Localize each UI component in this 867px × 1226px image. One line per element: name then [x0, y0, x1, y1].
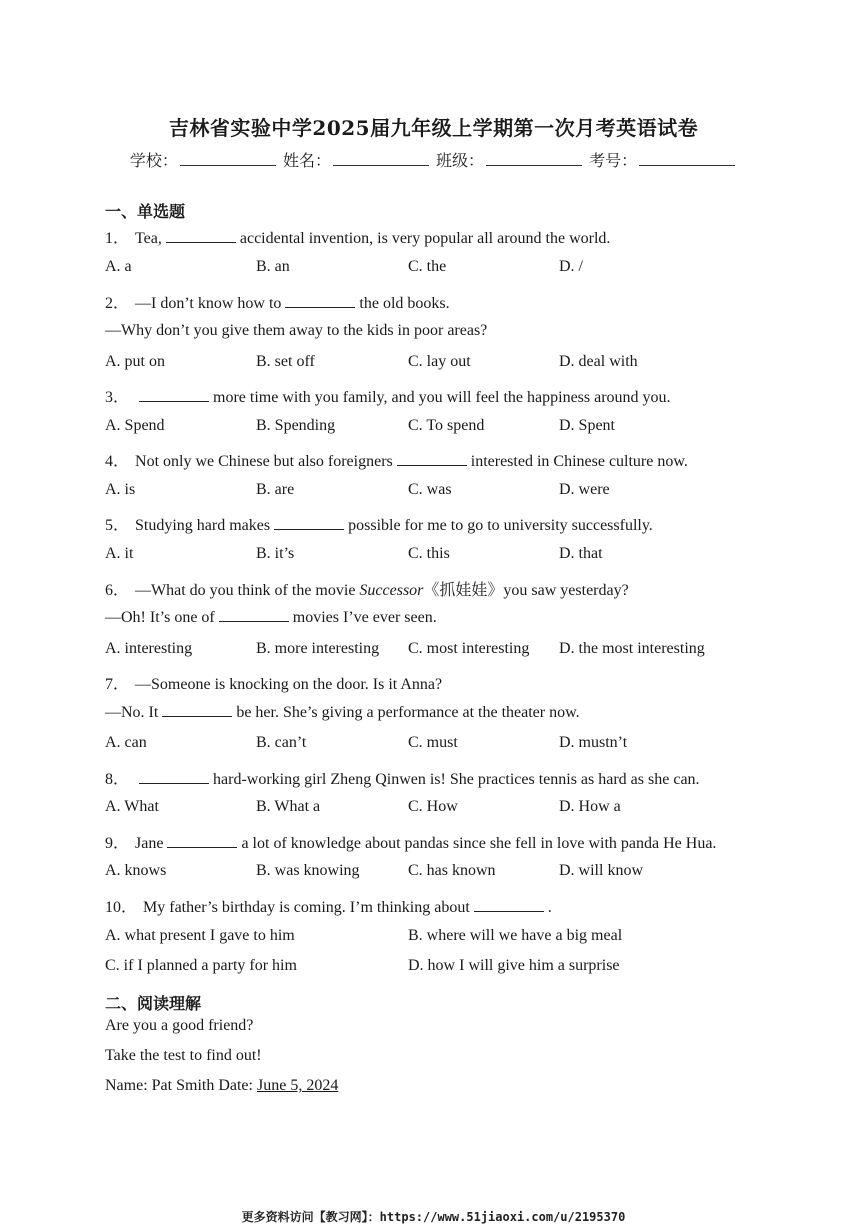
option-d[interactable]: D. will know	[559, 862, 643, 879]
class-label: 班级：	[436, 151, 485, 170]
school-blank[interactable]	[180, 151, 276, 166]
option-a[interactable]: A. knows	[105, 862, 167, 879]
option-c[interactable]: C. has known	[408, 862, 496, 879]
option-b[interactable]: B. an	[256, 258, 290, 275]
question-text: Not only we Chinese but also foreigners	[135, 453, 393, 470]
option-a[interactable]: A. a	[105, 258, 132, 275]
question-text: accidental invention, is very popular all around the world.	[239, 230, 611, 247]
question-text: .	[547, 899, 552, 916]
question-text: be her. She’s giving a performance at the theater now.	[236, 704, 580, 721]
question-number: 7．	[105, 676, 130, 693]
option-c[interactable]: C. To spend	[408, 417, 485, 434]
option-b[interactable]: B. can’t	[256, 734, 307, 751]
footer-link[interactable]: 更多资料访问【教习网】：https://www.51jiaoxi.com/u/2195370	[241, 1210, 626, 1224]
question-number: 10．	[105, 899, 138, 916]
school-label: 学校：	[129, 151, 178, 170]
option-d[interactable]: D. Spent	[559, 417, 615, 434]
option-b[interactable]: B. set off	[256, 353, 315, 370]
question-6	[105, 577, 629, 600]
number-label: 考号：	[589, 151, 638, 170]
question-4	[105, 448, 688, 471]
option-d[interactable]: D. /	[559, 258, 583, 275]
option-c[interactable]: C. How	[408, 798, 458, 815]
question-number: 2．	[105, 295, 130, 312]
exam-title: 吉林省实验中学2025届九年级上学期第一次月考英语试卷	[168, 116, 699, 140]
option-a[interactable]: A. interesting	[105, 640, 193, 657]
question-number: 3．	[105, 389, 130, 406]
option-c[interactable]: C. this	[408, 545, 450, 562]
question-number: 1．	[105, 230, 130, 247]
option-c[interactable]: C. most interesting	[408, 640, 530, 657]
option-c[interactable]: C. lay out	[408, 353, 471, 370]
option-a[interactable]: A. can	[105, 734, 147, 751]
option-a[interactable]: A. Spend	[105, 417, 165, 434]
question-7-line-2	[105, 704, 580, 722]
answer-blank	[285, 295, 355, 308]
option-d[interactable]: D. how I will give him a surprise	[408, 957, 620, 974]
option-d[interactable]: D. were	[559, 481, 610, 498]
question-text: —I don’t know how to	[135, 295, 282, 312]
answer-blank	[397, 453, 467, 466]
question-text: My father’s birthday is coming. I’m thinking about	[143, 899, 470, 916]
name-blank[interactable]	[333, 151, 429, 166]
class-blank[interactable]	[486, 151, 582, 166]
question-5	[105, 512, 653, 535]
question-text: interested in Chinese culture now.	[470, 453, 688, 470]
question-text: possible for me to go to university successfully.	[348, 517, 653, 534]
option-a[interactable]: A. is	[105, 481, 136, 498]
question-3	[105, 384, 671, 407]
reading-date: June 5, 2024	[256, 1077, 339, 1094]
question-text: —Someone is knocking on the door. Is it Anna?	[135, 676, 443, 693]
question-number: 4．	[105, 453, 130, 470]
answer-blank	[274, 517, 344, 530]
student-info-row	[0, 148, 867, 171]
option-b[interactable]: B. was knowing	[256, 862, 360, 879]
question-text: —Oh! It’s one of	[105, 609, 215, 626]
question-text: a lot of knowledge about pandas since she fell in love with panda He Hua.	[241, 835, 717, 852]
answer-blank	[166, 230, 236, 243]
question-8	[105, 766, 700, 789]
question-text: 《抓娃娃》you saw yesterday?	[423, 582, 629, 599]
question-text: —What do you think of the movie	[135, 582, 356, 599]
question-6-line-2	[105, 609, 437, 627]
option-b[interactable]: B. it’s	[256, 545, 295, 562]
question-number: 5．	[105, 517, 130, 534]
question-text: Jane	[135, 835, 164, 852]
question-number: 8．	[105, 771, 130, 788]
question-number: 9．	[105, 835, 130, 852]
option-a[interactable]: A. what present I gave to him	[105, 927, 295, 944]
option-b[interactable]: B. What a	[256, 798, 321, 815]
reading-line-2: Take the test to find out!	[105, 1047, 262, 1064]
question-2	[105, 290, 450, 313]
option-d[interactable]: D. that	[559, 545, 603, 562]
section-heading-reading: 二、阅读理解	[105, 994, 202, 1013]
reading-line-1: Are you a good friend?	[105, 1017, 254, 1034]
movie-title: Successor	[359, 582, 424, 599]
question-text: movies I’ve ever seen.	[292, 609, 437, 626]
answer-blank	[474, 899, 544, 912]
option-c[interactable]: C. was	[408, 481, 452, 498]
question-1	[105, 225, 610, 248]
option-d[interactable]: D. mustn’t	[559, 734, 628, 751]
question-7	[105, 671, 442, 694]
option-a[interactable]: A. What	[105, 798, 159, 815]
section-heading-single-choice: 一、单选题	[105, 202, 186, 221]
option-b[interactable]: B. more interesting	[256, 640, 380, 657]
reading-line-3	[105, 1077, 338, 1095]
question-text: Tea,	[135, 230, 162, 247]
name-date-text: Name: Pat Smith Date:	[105, 1077, 253, 1094]
option-a[interactable]: A. it	[105, 545, 134, 562]
option-b[interactable]: B. where will we have a big meal	[408, 927, 623, 944]
option-d[interactable]: D. deal with	[559, 353, 638, 370]
answer-blank	[167, 835, 237, 848]
answer-blank	[139, 771, 209, 784]
question-number: 6．	[105, 582, 130, 599]
question-text: Studying hard makes	[135, 517, 271, 534]
question-text: —No. It	[105, 704, 159, 721]
question-text: more time with you family, and you will feel the happiness around you.	[213, 389, 671, 406]
name-label: 姓名：	[282, 151, 331, 170]
question-text: the old books.	[359, 295, 450, 312]
option-c[interactable]: C. must	[408, 734, 458, 751]
question-text: hard-working girl Zheng Qinwen is! She practices tennis as hard as she can.	[213, 771, 700, 788]
answer-blank	[139, 389, 209, 402]
option-a[interactable]: A. put on	[105, 353, 165, 370]
answer-blank	[162, 704, 232, 717]
answer-blank	[219, 609, 289, 622]
option-d[interactable]: D. How a	[559, 798, 621, 815]
option-b[interactable]: B. are	[256, 481, 295, 498]
option-c[interactable]: C. the	[408, 258, 447, 275]
option-b[interactable]: B. Spending	[256, 417, 336, 434]
question-9	[105, 830, 716, 853]
number-blank[interactable]	[639, 151, 735, 166]
question-2-line-2: —Why don’t you give them away to the kids in poor areas?	[105, 322, 488, 339]
option-c[interactable]: C. if I planned a party for him	[105, 957, 297, 974]
question-10	[105, 894, 552, 917]
option-d[interactable]: D. the most interesting	[559, 640, 705, 657]
